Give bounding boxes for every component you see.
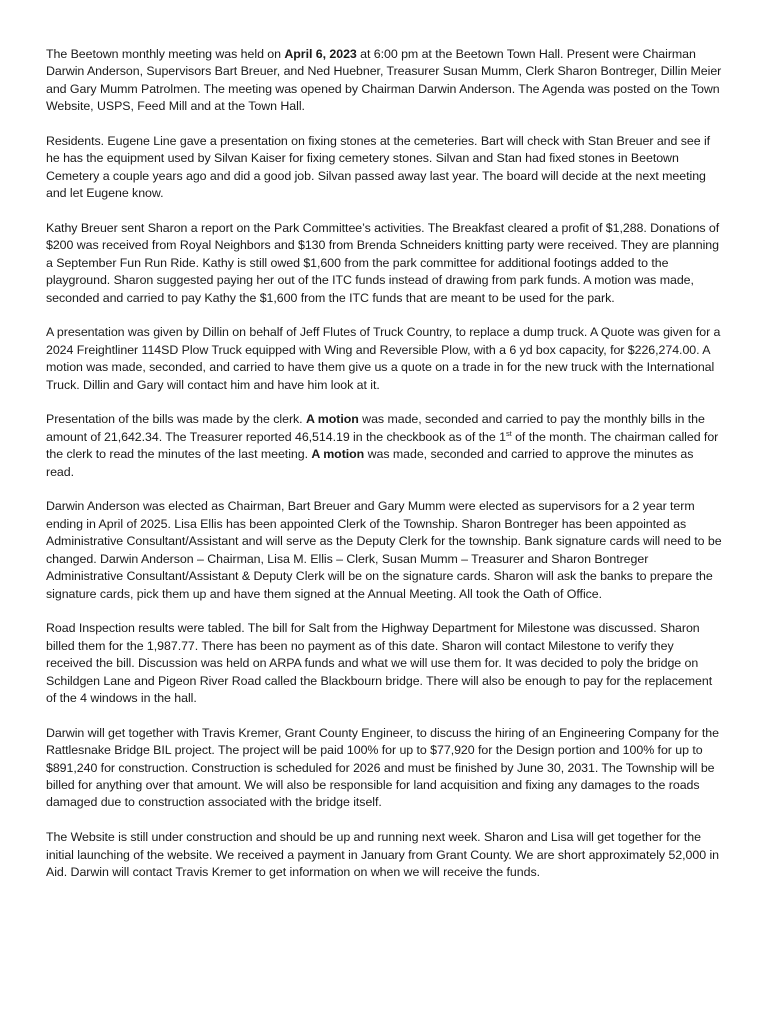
paragraph-bridge-project	[46, 725, 722, 812]
paragraph-opening	[46, 46, 722, 116]
text-segment: Presentation of the bills was made by the clerk.	[46, 412, 306, 427]
text-segment: Kathy Breuer sent Sharon a report on the Park Committee’s activities. The Breakfast cleared a profit of $1,288. Donations of $200 was received from Royal Neighbors and $130 from Brenda Schneiders knitting party were received. They are planning a September Fun Run Ride. Kathy is still owed $1,600 from the park committee for additional footings added to the playground. Sharon suggested paying her out of the ITC funds instead of drawing from park funds. A motion was made, seconded and carried to pay Kathy the $1,600 from the ITC funds that are meant to be used for the park.	[46, 221, 720, 305]
text-segment: of the month. The chairman called for the clerk to read the minutes of the last meeting.	[46, 429, 719, 462]
text-segment: The Beetown monthly meeting was held on	[46, 47, 285, 61]
text-segment: A presentation was given by Dillin on behalf of Jeff Flutes of Truck Country, to replace a dump truck. A Quote was given for a 2024 Freightliner 114SD Plow Truck equipped with Wing and Reversible Plow, with a 6 yd box capacity, for $226,274.00. A motion was made, seconded, and carried to have them give us a quote on a trade in for the new truck with the International Truck. Dillin and Gary will contact him and have him look at it.	[46, 325, 721, 392]
paragraph-elections	[46, 498, 722, 602]
bold-text: A motion	[311, 447, 365, 462]
paragraph-website	[46, 829, 722, 881]
text-segment: Darwin Anderson was elected as Chairman, Bart Breuer and Gary Mumm were elected as supervisors for a 2 year term ending in April of 2025. Lisa Ellis has been appointed Clerk of the Township. Sharon Bontreger has been appointed as Administrative Consultant/Assistant and will serve as the Deputy Clerk for the township. Bank signature cards will need to be changed. Darwin Anderson – Chairman, Lisa M. Ellis – Clerk, Susan Mumm – Treasurer and Sharon Bontreger Administrative Consultant/Assistant & Deputy Clerk will be on the signature cards. Sharon will ask the banks to prepare the signature cards, pick them up and have them signed at the Annual Meeting. All took the Oath of Office.	[46, 499, 722, 601]
text-segment: The Website is still under construction and should be up and running next week. Sharon and Lisa will get together for the initial launching of the website. We received a payment in January from Grant County. We are short approximately 52,000 in Aid. Darwin will contact Travis Kremer to get information on when we will receive the funds.	[46, 830, 719, 879]
superscript-text: st	[505, 428, 512, 438]
paragraph-residents	[46, 133, 722, 203]
text-segment: was made, seconded and carried to pay the monthly bills in the amount of 21,642.34. The Treasurer reported 46,514.19 in the checkbook as of the 1	[46, 412, 705, 444]
text-segment: was made, seconded and carried to approve the minutes as read.	[46, 447, 694, 479]
paragraph-dump-truck	[46, 324, 722, 394]
meeting-minutes-document	[46, 46, 722, 899]
paragraph-road-inspection	[46, 620, 722, 707]
text-segment: Residents. Eugene Line gave a presentation on fixing stones at the cemeteries. Bart will check with Stan Breuer and see if he has the equipment used by Silvan Kaiser for fixing cemetery stones. Silvan and Stan had fixed stones in Beetown Cemetery a couple years ago and did a good job. Silvan passed away last year. The board will decide at the next meeting and let Eugene know.	[46, 134, 711, 201]
text-segment: Road Inspection results were tabled. The bill for Salt from the Highway Department for Milestone was discussed. Sharon billed them for the 1,987.77. There has been no payment as of this date. Sharon will contact Milestone to verify they received the bill. Discussion was held on ARPA funds and what we will use them for. It was decided to poly the bridge on Schildgen Lane and Pigeon River Road called the Blackbourn bridge. There will also be enough to pay for the replacement of the 4 windows in the hall.	[46, 621, 713, 705]
bold-text: April 6, 2023	[284, 47, 357, 61]
text-segment: Darwin will get together with Travis Kremer, Grant County Engineer, to discuss the hiring of an Engineering Company for the Rattlesnake Bridge BIL project. The project will be paid 100% for up to $77,920 for the Design portion and 100% for up to $891,240 for construction. Construction is scheduled for 2026 and must be finished by June 30, 2031. The Township will be billed for anything over that amount. We will also be responsible for land acquisition and fixing any damages to the roads damaged due to construction associated with the bridge itself.	[46, 725, 719, 810]
paragraph-bills	[46, 411, 722, 481]
text-segment: at 6:00 pm at the Beetown Town Hall. Present were Chairman Darwin Anderson, Supervisors Bart Breuer, and Ned Huebner, Treasurer Susan Mumm, Clerk Sharon Bontreger, Dillin Meier and Gary Mumm Patrolmen. The meeting was opened by Chairman Darwin Anderson. The Agenda was posted on the Town Website, USPS, Feed Mill and at the Town Hall.	[46, 47, 722, 114]
paragraph-park-committee	[46, 220, 722, 307]
bold-text: A motion	[305, 412, 359, 427]
